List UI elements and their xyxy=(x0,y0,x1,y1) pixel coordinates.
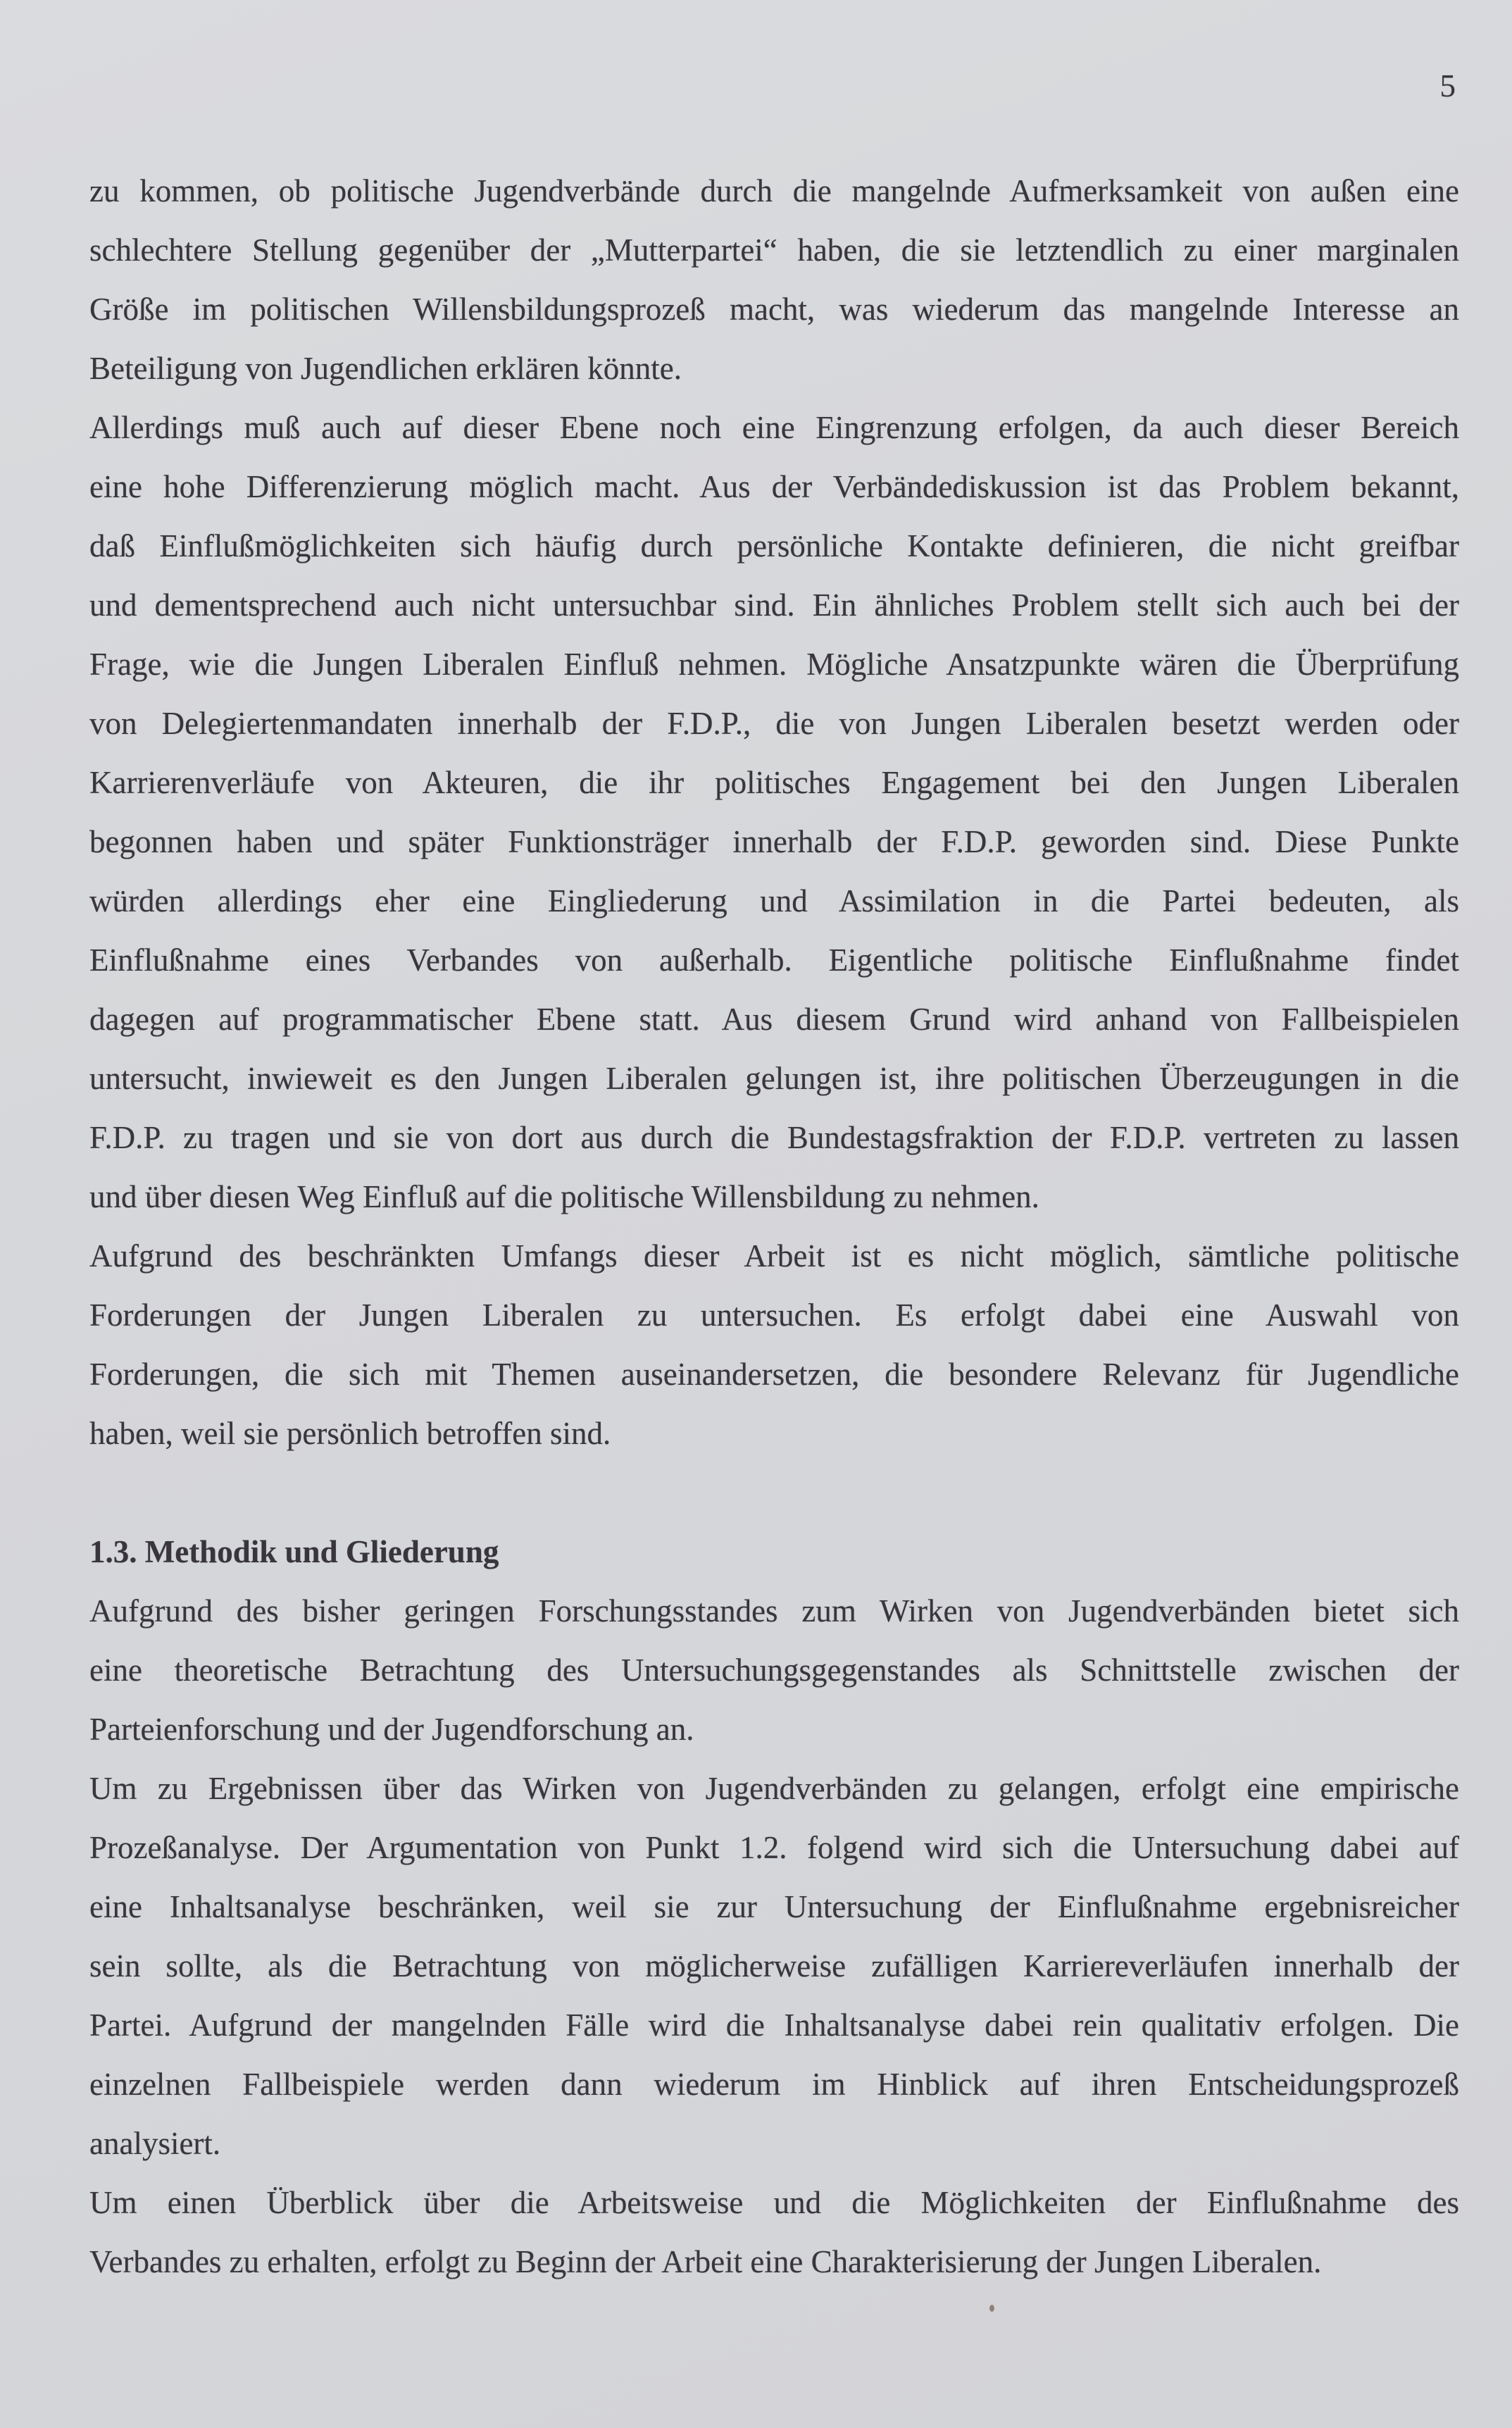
paragraph xyxy=(89,161,1459,398)
text-line: einzelnen Fallbeispiele werden dann wiederum im Hinblick auf ihren Entscheidungsprozeß xyxy=(89,2067,1459,2102)
text-line: Frage, wie die Jungen Liberalen Einfluß nehmen. Mögliche Ansatzpunkte wären die Überprüfung xyxy=(89,647,1459,682)
text-line: dagegen auf programmatischer Ebene statt. Aus diesem Grund wird anhand von Fallbeispielen xyxy=(89,1002,1459,1037)
text-line: Aufgrund des bisher geringen Forschungsstandes zum Wirken von Jugendverbänden bietet sich xyxy=(89,1593,1459,1629)
text-line: Verbandes zu erhalten, erfolgt zu Beginn der Arbeit eine Charakterisierung der Jungen Liberalen. xyxy=(89,2244,1322,2279)
text-line: eine theoretische Betrachtung des Untersuchungsgegenstandes als Schnittstelle zwischen der xyxy=(89,1652,1459,1688)
paragraph xyxy=(89,1226,1459,1463)
text-line: Größe im politischen Willensbildungsprozeß macht, was wiederum das mangelnde Interesse an xyxy=(89,292,1459,327)
text-line: sein sollte, als die Betrachtung von möglicherweise zufälligen Karriereverläufen innerhalb der xyxy=(89,1948,1459,1984)
text-line: Parteienforschung und der Jugendforschung an. xyxy=(89,1712,694,1747)
paragraph xyxy=(89,1759,1459,2173)
text-line: Allerdings muß auch auf dieser Ebene noch eine Eingrenzung erfolgen, da auch dieser Bereich xyxy=(89,410,1459,445)
text-line: Aufgrund des beschränkten Umfangs dieser Arbeit ist es nicht möglich, sämtliche politische xyxy=(89,1238,1459,1274)
text-line: eine Inhaltsanalyse beschränken, weil sie zur Untersuchung der Einflußnahme ergebnisreicher xyxy=(89,1889,1459,1924)
text-line: von Delegiertenmandaten innerhalb der F.D.P., die von Jungen Liberalen besetzt werden oder xyxy=(89,706,1459,741)
text-line: Forderungen der Jungen Liberalen zu untersuchen. Es erfolgt dabei eine Auswahl von xyxy=(89,1297,1459,1333)
text-line: Um zu Ergebnissen über das Wirken von Jugendverbänden zu gelangen, erfolgt eine empirische xyxy=(89,1771,1459,1806)
page-body xyxy=(89,161,1459,2291)
paragraph xyxy=(89,2173,1459,2291)
paper-speck xyxy=(989,2305,994,2312)
text-line: und dementsprechend auch nicht untersuchbar sind. Ein ähnliches Problem stellt sich auch bei der xyxy=(89,587,1459,623)
text-line: Um einen Überblick über die Arbeitsweise und die Möglichkeiten der Einflußnahme des xyxy=(89,2185,1459,2220)
paragraph xyxy=(89,398,1459,1226)
text-line: zu kommen, ob politische Jugendverbände durch die mangelnde Aufmerksamkeit von außen eine xyxy=(89,173,1459,208)
text-line: Forderungen, die sich mit Themen auseinandersetzen, die besondere Relevanz für Jugendliche xyxy=(89,1357,1459,1392)
text-line: F.D.P. zu tragen und sie von dort aus durch die Bundestagsfraktion der F.D.P. vertreten zu lassen xyxy=(89,1120,1459,1155)
text-line: eine hohe Differenzierung möglich macht. Aus der Verbändediskussion ist das Problem bekannt, xyxy=(89,469,1459,504)
text-line: würden allerdings eher eine Eingliederung und Assimilation in die Partei bedeuten, als xyxy=(89,883,1459,919)
text-line: begonnen haben und später Funktionsträger innerhalb der F.D.P. geworden sind. Diese Punkte xyxy=(89,824,1459,859)
paragraph xyxy=(89,1581,1459,1759)
text-line: schlechtere Stellung gegenüber der „Mutterpartei“ haben, die sie letztendlich zu einer marginalen xyxy=(89,232,1459,268)
text-line: Karrierenverläufe von Akteuren, die ihr politisches Engagement bei den Jungen Liberalen xyxy=(89,765,1459,800)
page-number: 5 xyxy=(1439,68,1456,104)
text-line: analysiert. xyxy=(89,2126,221,2161)
text-line: haben, weil sie persönlich betroffen sind. xyxy=(89,1416,611,1451)
text-line: Beteiligung von Jugendlichen erklären könnte. xyxy=(89,351,682,386)
section-heading: 1.3. Methodik und Gliederung xyxy=(89,1534,499,1569)
text-line: Einflußnahme eines Verbandes von außerhalb. Eigentliche politische Einflußnahme findet xyxy=(89,942,1459,978)
text-line: Prozeßanalyse. Der Argumentation von Punkt 1.2. folgend wird sich die Untersuchung dabei auf xyxy=(89,1830,1459,1865)
text-line: und über diesen Weg Einfluß auf die politische Willensbildung zu nehmen. xyxy=(89,1179,1039,1214)
text-line: Partei. Aufgrund der mangelnden Fälle wird die Inhaltsanalyse dabei rein qualitativ erfolgen. Die xyxy=(89,2007,1459,2043)
text-line: untersucht, inwieweit es den Jungen Liberalen gelungen ist, ihre politischen Überzeugungen in die xyxy=(89,1061,1459,1096)
text-line: daß Einflußmöglichkeiten sich häufig durch persönliche Kontakte definieren, die nicht greifbar xyxy=(89,528,1459,564)
